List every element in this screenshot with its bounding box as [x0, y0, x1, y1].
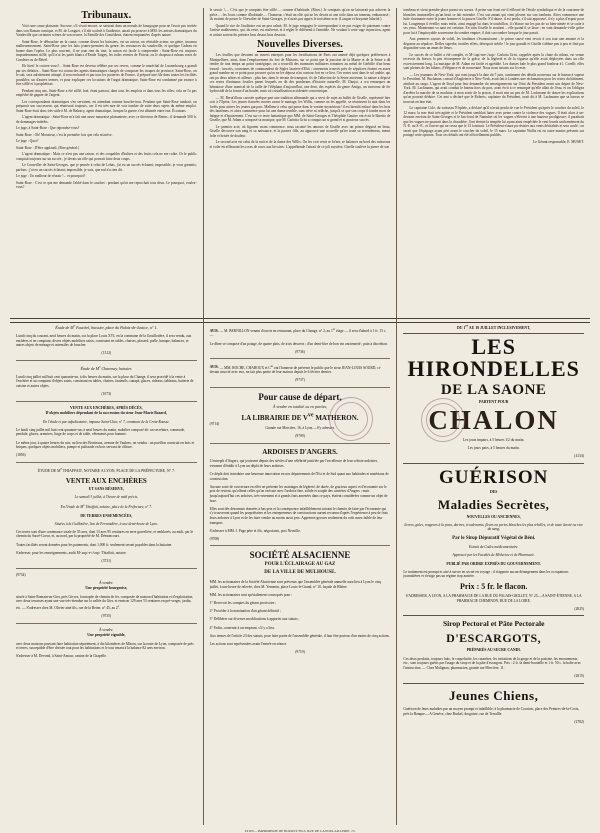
ad-body: AVIS. — MM. ROCHE, CHABOUX et $C^{ie}$ ont l'honneur de prévenir le public que le sieur JEAN-LOUIS SOURD, ci-devant associé avec eux, ne fait plus partie de leur maison depuis le 6 février dernier.: [209, 363, 381, 375]
ad-title: Étude de Me Charenay, huissier.: [80, 364, 133, 372]
ad-ref: (9737): [295, 378, 305, 383]
ad-subheading-2: ET SANS RÉSERVE,: [88, 486, 125, 491]
ad-title-sirop: Sirop Pectoral et Pâte Pectorale: [442, 619, 545, 629]
ad-body: 3° Délibérer sur diverses modifications à apporter aux statuts ;: [209, 617, 300, 622]
ad-subheading: Une propriété vignoble,: [87, 633, 126, 638]
ad-librairie-matheron: [210, 392, 391, 439]
article-paragraph: Quand le rire de l'auditoire eut un peu calmé, M. le juge rengagea le correspondant à ne pas exiger de paiement contre l'artiste malheureux, qui, du reste, est malvenir, et à régler le différend à l'amiable. Ne voulant à cette sage injonction, agent et artiste sortent du prétoire bras dessus bras dessous.: [209, 23, 391, 37]
advertisements-region: [10, 318, 590, 819]
ad-body: Ces deux produits, toujours faits, le coqueluche, les catarrhes, les irritations de la gorge et de la poitrine, les enrouements, etc., sont toujours guéris par l'usage du sirop et de la pâte d'escargots. Prix : 2 fr. la demi-bouteille et 1 fr. 50 c. la boîte avec l'instruction. — Chez Malignon, pharmacien, grande rue Mercière, 11.: [403, 656, 582, 670]
news-paragraph: — Les journaux de New-York, qui vont jusqu'à la date du 7 juin, continuent des détails nouveaux sur le bateau à vapeur le President. M. Buchanan, consul d'Angleterre à New-York, avait fait à Londres une réclamation pour les restes du bâtiment, attribué au cargo. L'agent de lloyd pour leur demander du renseignements sur l'état du President avant son départ de New-York. M. Lackmann, qui avait conduit le bateau hors du port, avait écrit à ce remarqué qu'elle allait de l'eau, et on l'obligea d'arrêter la marche de sa machine, à mon sortir de la prison, il avait mis un peu de M. Lackmann de douze les explications qu'on pouvait déduire. Cet ami a déclaré que le Roberts, capitaine du Président, avait dit à M. Lackmann que sa barcus se trouvait en bon état.: [403, 72, 585, 104]
ad-body: S'adresser à M. Devond, à Saint-Amour, canton de la Chapelle.: [16, 654, 107, 659]
ad-ref: (1312): [101, 351, 112, 356]
news-paragraph: Aux premiers rayons de soleil, les fantômes s'évanouissent ; le prince sauvé vent revoir à son tour une amante et la disparue au sépulcre. Drôles superbe, inutiles effets, désespoir stérile ! le jour grandit et Giselle s'abîme peu à peu et finit par disparaître sous un amas de fleurs.: [403, 37, 585, 50]
ad-fauchel: [16, 324, 197, 356]
ad-body: Ces terres sont d'une contenance totale de 55 ares, dont 13 ares 95 centiares en terre gravelière, et emblavés, au midi, par le chemin du Sacré-Coeur, et, au nord, par la propriété de M. Démoncourt.: [16, 529, 194, 539]
ad-body: PUBLIÉ PAR ORDRE EXPRÈS DU GOUVERNEMENT.: [446, 561, 541, 566]
ad-head: AVIS.: [209, 328, 219, 333]
ad-line: PRÉPARÉS AU SUCRE CANDI.: [466, 648, 521, 653]
ad-subheading: À vendre en totalité ou en parties,: [272, 403, 328, 409]
ad-charenay: [16, 365, 197, 397]
ad-ref: (9719): [295, 650, 305, 655]
ad-ref: (2782): [574, 720, 585, 725]
ad-body: Les actions sont représentées avant l'entrée en séance.: [209, 641, 288, 646]
imprint-footer: LYON.—IMPRIMERIE DE BOURSY FILS, RUE DE LA POULAILLERIE, 15.: [244, 829, 356, 833]
ad-body: S'adresser, pour les renseignements, audit M<sup>e</sup> Thiaffait, notaire.: [16, 550, 127, 555]
ad-title-guerison: GUÉRISON: [439, 467, 549, 489]
ad-ref: (9734): [16, 572, 26, 577]
ad-body: (1856): [16, 453, 26, 458]
ad-subheading: VENTE AUX ENCHÈRES: [65, 476, 147, 485]
ad-ref: (1073): [101, 392, 112, 397]
ad-body: 2° Procéder à la nomination d'un gérant définitif ;: [209, 609, 282, 614]
ad-destination-chalon: [403, 406, 584, 434]
ad-ref: (9736): [295, 349, 305, 354]
ad-body: avec deux maisons pouvant faire habitation séparément, à dix kilomètres de Mâcon, sur la route de Lyon, composée de prés et terres, susceptible d'être divisée tout pour les habitations et le tout tenant à la balance 82 ares environ.: [16, 641, 194, 651]
article-paragraph: Les correspondants dramatiques s'en servaient, en attendant comme bouche-trou. Pendant que Saint-Rose tombait, on préparait son successeur, qui réunissait toujours, car il est très-rare de voir tomber de suite deux sujets du même emploi. Saint-Rose était donc très-utile à M. de Balzacy, agent dramatique, lorsque la guerre s'est allumée entre eux. Écoutons.: [16, 99, 197, 113]
ad-body: Le dîner se compose d'un potage, de quatre plats, de trois desserts ; d'un demi-litre de bon vin ancienneté ; pain à discrétion.: [209, 341, 388, 346]
ad-body: Toutes facilités seront données pour les paiements, dont 1,000 fr. seulement seront payables dans la huitaine.: [16, 542, 173, 547]
ad-ref-left: (9714): [209, 421, 220, 426]
news-paragraph: Le succès de ce ballet a été complet, et M<sup>me</sup> Carlotta Grisi, rappelée après la chute du rideau, est venue recevoir du bravos la peu récompense de la grâce, de la légèreté et de la vigueur qu'elle avait déployées dans un rôle excessivement long. La musique de M. Adam est facile et agréable. Les danses bale le plus grand bonheur à l. Corelli; elles sont pleines de feu kihanc, d'élégance et de nouveauté. Nous nous taisons sur le reste.: [403, 52, 585, 70]
ad-body: (9708): [209, 536, 220, 541]
ad-vente-encheres-bazard: [16, 406, 197, 458]
ad-body: Extrait du Codex médicamentaire.: [468, 545, 519, 550]
ad-body: Aux termes de l'article 23 des statuts, pour faire partie de l'assemblée générale, il faut être porteur d'un moins de cinq actions.: [209, 633, 390, 638]
ad-dateline: DU 1er AU 10 JUILLET INCLUSIVEMENT,: [456, 324, 531, 331]
article-paragraph: Pendant cinq ans, Saint-Rose a été sifflé, hué, étant partout, dans tous les emplois et dans tous les rôles; cela ne l'a pas empêché de gagner de l'argent.: [16, 88, 197, 97]
ad-subheading-2: DE LA VILLE DE MULHOUSE.: [264, 570, 336, 576]
ad-body: Le traitement est prompt et aisé à suivre en secret en voyage ; il n'apporte aucun dérangement dans les occupations journalières et n'exige pas un régime trop austère.: [403, 569, 569, 579]
ad-address: S'ADRESSER, A LYON, A LA PHARMACIE DE LA RUE DU PALAIS-GRILLET, N° 25.—A SAINT-ÉTIENNE, A LA PHARMACIE CHEMINON, RUE DE LA LOIRE.: [405, 594, 582, 603]
ad-subtitle-escargots: D'ESCARGOTS,: [446, 631, 542, 646]
ad-subheading: D'objets mobiliers dépendant de la succession du sieur Jean-Marie Bazard,: [45, 411, 168, 416]
ad-body: AVIS. — M. BERNILLON venant d'ouvrir en restaurant, place du Change, n° 2, au 1er étage — il sera d'abord à 1 fr. 15 c. —: [209, 326, 387, 338]
ad-body: L'entrepôt d'Angers, qui jouissent depuis des siècles d'une célébrité justifiée par l'excellence de leur schiste ardoisier, viennent d'établir à Lyon un dépôt de leurs ardoises.: [209, 459, 378, 468]
ad-head: AVIS.: [209, 365, 219, 370]
ad-societe-alsacienne: [210, 550, 391, 654]
ad-ref: (2815): [574, 674, 585, 679]
ad-propriete-bourgeoise: [16, 573, 197, 619]
ad-title-hirondelles: LES HIRONDELLES: [407, 333, 580, 381]
ad-heading: ARDOISES D'ANGERS.: [262, 447, 338, 456]
dialogue-line: Saint-Rose : C'est ce que me demande l'abbé dans le cauchet : pendant qu'on me reprochait tous deux. Le pourquoi, voulez-vous?: [16, 180, 197, 189]
ads-column-left: [10, 323, 204, 818]
article-paragraph: Le Conseiller de Saint-Georges, que je pensée à celui de Lebas, j'ai eu un succès éclatant; impossible, je vous garantis; parlons ; j'ai eu un succès éclatant; impossible, je vais, que nul n'a rien dit.: [16, 163, 197, 172]
ad-sirop-escargots: [403, 620, 584, 678]
dialogue-line: Le juge, à Saint-Rose : Que répondez-vous?: [16, 126, 80, 130]
ad-body: Grande rue Mercière, 16, à Lyon.—S'y adresser.: [265, 425, 335, 430]
news-paragraph: Le premier acte, où figurent avant commence, nous raconté les amours de Giselle avec un prince déguisé en beau, Giselle découvre son rang et sa naissance, et la pauvre fille, au approuvé une nouvelle pa'ter toute sa revendeneus, meurt folie et brisée de douleur.: [209, 124, 391, 138]
ad-propriete-vignoble: [16, 628, 197, 659]
ad-product-name: Par le Sirop Dépuratif Végétal de Béni.: [452, 535, 536, 541]
article-paragraph: L'agent dramatique : Saint-Rose m'a fait une assez mauvaise plaisanterie, avec ce directeur de Reims ; il demande 500 fr. de dommages-intérêts.: [16, 115, 197, 124]
ad-body: En l'étude de Me Thiaffait, notaire, place de la Préfecture, n° 7.: [60, 503, 153, 510]
ad-subheading: POUR L'ÉCLAIRAGE AU GAZ: [264, 562, 336, 568]
ad-body: Elles sont dès désormais données à bas prix et la conséquence infailliblement suivant le chemin de faire par l'économie qui s'y trouveront quand les propriétaires et les entrepreneurs de constructions auront reconnu d'après l'expérience à peu de frais leurs ardoises à Lyon et de les faire vendre au moins aussi prix. Apprenez-grosses seulement du coût assez faible de leur transport.: [209, 506, 388, 525]
ad-thiaffait: [16, 467, 197, 564]
ads-column-middle: [204, 323, 398, 818]
dialogue-line: Saint-Rose : D'être applaudi. (Rire général.): [16, 145, 80, 150]
ad-roche-chaboux: [210, 363, 391, 383]
news-paragraph: tombeau et vient prendre place parmi ses soeurs. A peine son front est-il effleuré de l'étoile symbolique et de la couronne de blanches immortelles qu'un bruit se fait entendre. C'est son amant qui vient pleurer sur son tombeau. Alors commence une lutte charmante entre la jeune homme et la pauvre Giselle. S'il danse, il est perdu, s'il sait approuvé, il n'y a plus d'espoir pour lui. Longtemps il éveille; mais enfin, ainsi engagé lui dans le tourbillon, il s'élance sur les pas de sa bien-aimée et se suite à ses yeux. Maintenant va naut est certaine. En vain Giselle le soutient – elle quand il se lasse ; en vain demande-t-elle grâce pour lui à l'impitoyable souveraine du sombre empire; il doit succomber lorsque le jour parait.: [403, 8, 585, 35]
ad-body: Ancune sorte de couverture en effet ne présente les avantages de légèreté, de durée, de gracieux aspect et d'économie sur le prix de revient, qu'offrent celles qu'on exécute avec l'ardoise fine, solide et souple des carrières d'Angers ; mais jusqu'aujourd'hui ces ardoises, très-ravement et à grands frais amenées dans ce pays, étaient considérées comme un objet de luxe.: [209, 484, 388, 503]
section-title-tribunaux: Tribunaux.: [81, 10, 132, 21]
ad-body: En l'étude et par adjudicataire, impasse Saint-Clair, n° 7, commune de la Croix-Rousse.: [43, 419, 170, 424]
news-paragraph: Le capitaine Cole, du vaisseau l'Orphée, a déclaré qu'il n'avait perdu de vue le Président qu'après le coucher du soleil, le 12 mars; la mer était très-agitée et le Président semblait lutter avec peine contre la violence des vagues. Il était alors à un-devants environ de Saint-Georges et le bas-fond de Nantuket où les vagues s'élèvent à une hauteur prodigieuse; il paraîtrait que les vagues ne pourrait dans la chaudière, l'ont éteinte la tempête lui ayant ainsi empêchée le vent lourds uniformément du N.-E. au S.-E., et l'ouvre qui ne cessa que le 13 à minuit. Le Président n'aura pu résister aux vents déchaînés et sera coulé ; on serait que l'équipage ayant péri avant le coucher du soleil, le 15 mars. Le capitaine Wallis est en outre marins présents sur partagé cette opinion. Tous ces détails ont été officiellement publiés.: [403, 106, 585, 137]
article-paragraph: le savoir !..... C'est que je comptais être sifflé..... comme d'habitude. (Rires.) Je comptais qu'on ne laisserait pas achever la pièce..... les Jours comme d'habitude..... l'honneur, c'était un rôle qui ne les devais ni une toile dans un tonneau, embarrassé ; ils avaient de poster le Chevalier de Saint-Georges, je n'avais pas appris le troisième acte. (Longue et bruyante hilarité.): [209, 8, 391, 21]
dialogue-line: Le juge : Quoi?: [16, 139, 39, 143]
news-paragraph: — M. Rerut'illons carosée quelque part une tradition allemande qui a servi de sujet au ballet de Giselle, représenté hier soir à l'Opéra. Les jeunes fiancées mortes avant le mariage, les Willis, comme on les appelle, se réunissent la nuit dans les forêts pour attirer les jeunes garçons. Malheur à celui qui passe dans le ventier mystérieux! il est bientôt enlacé dans les bras des fantômes, et alors commence pour lui une danse terrible, sans trêve ni relâche, jusqu'à ce que son corps il tombe mort de fatigue et d'épuisement. C'est sur ce texte fantastique que MM. de Saint-Georges et Théophile Gautier ont écrit le libretto de Giselle, que M. Adam a composé sa musique, que M. Carlotta Grisi a conquis un si grand et si gracieux succès.: [209, 95, 391, 122]
ad-ref: (4134): [574, 454, 585, 459]
ad-body: Le samedi 3 juillet, à l'heure de midi précis,: [74, 494, 138, 499]
ad-title-jeunes-chiens: Jeunes Chiens,: [449, 687, 539, 703]
ad-business-name: LA LIBRAIRIE DE $V^{ve}$ MATHERON.: [241, 412, 359, 423]
ad-ref: (9735): [101, 614, 112, 619]
ad-body: S'adresser à MM. J. Page père et fils, négociants, port Neuville.: [209, 528, 301, 533]
ad-price: Prix : 5 fr. le flacon.: [459, 581, 528, 591]
dialogue-line: Saint-Rose : Oh! Monsieur, c'est la première fois que cela m'arrive.: [16, 132, 113, 137]
ad-body: MM. les actionnaires sont spécialement convoqués pour :: [209, 592, 293, 597]
ad-body: Lundi cinq juillet mil huit cent quarante-un, à dix heures du matin, sur la place du Change, il sera procédé à la vente à l'enchère et au comptant d'objets saisis, consistant en tables, chaises, fauteuils, canapé, glaces, rideaux, tableaux, batterie de cuisine et autres objets.: [16, 374, 194, 388]
ad-partent-pour: PARTENT POUR: [478, 399, 509, 404]
ads-column-right: [397, 323, 590, 818]
ad-ardoises-angers: [210, 448, 391, 542]
ad-body: Ce dépôt doit introduire une heureuse innovation en nos départements de l'Est et de Sud quant aux habitudes et matériaux de construction.: [209, 471, 389, 481]
article-paragraph: Voici une cause plaisante. Sucrose, s'il vivait encore, se saisirait dans un noeuds de bourgogne pour ne l'avoir pas invitée dans son Roman comique, et M. de Longuet, s'il eût sculoté à l'audience, aurait pu prouver à MM. les artistes dramatiques du Vaudeville que certaines scènes de son oeuvre, la Famille des Comédiens, étaient empiuntées d'après nature.: [16, 24, 197, 37]
ad-hirondelles-saone: [403, 324, 584, 459]
ad-body: DE TERRES ENSEMENCÉES,: [80, 513, 133, 518]
article-paragraph: Saint-Rose, le déboucher en la cause, comme disent les huissiers, est un acteur, un véritable acteur, un génie, inconnu malheureusement. Saint-Rose joue les faits jeunes-premiers du genre; les ressources du vaudeville, et quelque Cadeau en bonne dans l'opéra. Le plus souvent, il ne joue rien du tout; la raison est facile à comprendre : Saint-Rose est toujours imprudemment sifflé, qu'il n'ai les patés blancs d'Emile Taigny, les toiles vernies de Picteur, ou le chapeau à rubans roses de Condrier ou de Rétrel.: [16, 39, 197, 62]
ad-body: Le lundi cinq juillet mil huit cent quarante-un, à neuf heures du matin, mobilier composé de: un secrétaire, commode, pendule, glaces, armoires, linge de corps et de table, vêtements pour homme.: [16, 427, 186, 437]
ad-schedule: Les jours impairs, à 5 heures 1/2 du matin.: [463, 438, 525, 443]
news-paragraph: Les feuilles que devaient un travers entrepris pour les fortifications de Paris ont amené déjà quelques préférences à Montpelliere, ainsi, dans l'emplacement du fort de Maisons, sur ce point que la jonction de la Marne et de la Seine a dû rendre de tout temps un point stratégique, on a recueilli des monnaies militaires romaines au métal de Gerbille d'un beau travail : inscrits, couronnes de commandent de Sigles lauriers-d'Ebii ; ornements trouvés près de sépulcres étaient en assez grand nombre en ce point pour prouver qu'on ne les déposa n'au contour fort en ce lieu. Ces restes sont dans le sol arable, qui ont pu deux arbres et ailleurs ; plus bas, dans le terrain de transport, ils de l'alluvion de la Seine ancienne, la nature a déposé ces restes d'animaux fossiles parmi lesquels on dit des ponderans d'histoire naturelle, M. Danjot, a cru remarquer un hématoxe d'une nomical de la taille de l'éléphant d'aujourd'hui, une dent, des espèces du genre Antigo, un morceau de fer hydroxidé de la forme d'un boulet, mais où cristallisation accidentée concentrique.: [209, 53, 391, 93]
news-paragraph: Le second acte est celui de la nuit et de la danse des Willis. On les voit venir se br'ner, se balancer au bord des ruisseaux et voler en effleurant les roses de roses aux bivoires. L'appréhende l'attrait de ce joli mystère, Giselle soulève la pierre de son: [209, 140, 391, 149]
ad-body: MM. les actionnaires de la Société Alsacienne sont prévenus que l'assemblée générale annuelle aura lieu à Lyon le cinq juillet, à une heure de relevée, chez M. Yemenin, place Louis-le-Grand, n° 10, façade de Rhône.: [209, 580, 382, 589]
ad-ref: (3731): [101, 559, 112, 564]
ad-heading: À vendre.: [99, 580, 114, 585]
ad-ref: (2825): [574, 606, 585, 611]
article-paragraph: L'agent dramatique : Mais ce n'est pas une raison, et des coupables d'huîtres et des fruits cela ne me coûte. Or le public comptait toujours sur un succès ; je devais un rôle qui pouvait faire deux coups.: [16, 152, 197, 161]
editor-signature: Le Gérant responsable, E. MUSET.: [533, 139, 585, 144]
chalon-text: CHALON: [428, 405, 559, 436]
ad-body: située à Saint-Romain-au-Gier, près Givors, fontrophe de chemin de fer, composée de maison d'habitation et d'exploitation, avec deux terrasses ayant une vue très-étendue sur la vallée du Gier, et environ 129 ares 53 centiares en pré-verger, jardin, etc. — S'adresser chez M. Olivier ainé fils, rue de la Reine, n° 45, au 2e.: [16, 594, 194, 610]
ad-body: Guérison de leurs maladies par un moyen prompt et infaillible; à la pharmacie de Courtois, place des Peintres-de-la-Croix, près la Banque.—A Genève, chez Burkel, droguiste, rue de Terrallle.: [403, 707, 580, 716]
ad-subtitle-saone: DE LA SAONE: [440, 381, 547, 398]
ad-guerison-maladies: [403, 468, 584, 611]
ad-line: NOUVELLES OU ANCIENNES,: [466, 514, 521, 519]
ad-heading: ÉTUDE DE Me THIAFFAIT, NOTAIRE A LYON, PLACE DE LA PRÉFECTURE, N° 7.: [37, 466, 175, 474]
ad-body: Le même jour, à quatre heures du soir, au lieu des Brotteaux, avenue de Vaulnes, on vendra : un pavillon construit en bois et briques, quelques objets mobiliers, pompe et palissade en bois servant de clôture.: [16, 440, 195, 450]
ad-body: Lundi cinq du courant, neuf heures du matin, sur la place Louis XVI, en la commune de la Gouillotière, il sera vendu, aux enchères et en comptant, divers objets mobiliers saisis, consistant en tables, chaises, placard, poêle, banque, balances, et autres objets de ménage et ustensiles de boucher.: [16, 333, 192, 348]
ad-bernillon: [210, 327, 391, 355]
ad-subtitle-maladies: Maladies Secrètes,: [437, 496, 550, 512]
ad-subheading: Une propriété bourgeoise,: [85, 586, 128, 591]
ad-body: Approuvé par les Facultés de Médecine et de Pharmacie.: [452, 553, 535, 558]
ad-body: Situées à la Guillotière, lieu de Fervandière, à une demi-heure de Lyon.: [54, 521, 158, 526]
ad-heading: SOCIÉTÉ ALSACIENNE: [249, 550, 351, 561]
section-title-nouvelles: Nouvelles Diverses.: [257, 39, 344, 50]
ad-heading: Pour cause de départ,: [258, 391, 342, 402]
ad-des: DES: [489, 490, 498, 495]
ad-body: 4° Enfin, consentir à un emprunt, s'il y a lieu.: [209, 625, 275, 630]
ad-body: lierres, gales, rougeurs à la peau, dartres, écoulements, fleurs ou pertes blanches les plus rebelles, et de toute âcreté ou vice du sang,: [404, 522, 583, 532]
ad-schedule: Les jours pairs, à 5 heures du matin.: [467, 446, 520, 451]
ad-title: Étude de Me Fauchel, huissier, place du Palais-de-Justice, n° 1.: [55, 324, 158, 331]
ad-body: 1° Recevoir les comptes du gérant provisoire ;: [209, 601, 277, 606]
dialogue-line: Le juge : Un malheur de réussir !... et pourquoi?: [16, 174, 86, 178]
article-paragraph: Eh bien! le croirez-vous?... Saint-Rose est devenu célèbre par ses revers, comme le maréchal de Luxembourg a grandi par ses défaites... Saint-Rose est connu des agents dramatiques chargés de composer les troupes de province; Saint-Rose, on le sait, sera adroitement attrapé, il sera enchanté et par tous les parterres de France, il préparé une file dans toutes les facilités possibles; un d'autres termes, et pour expliquer ces locutions de l'argot dramatique, Saint-Rose est condamné par avance à être sifflé et à prophétiser.: [16, 64, 197, 86]
ad-heading: VENTE AUX ENCHÈRES, APRÈS DÉCÈS,: [70, 405, 143, 410]
ad-jeunes-chiens: [403, 688, 584, 725]
ad-heading: À vendre.: [99, 627, 114, 632]
ad-ref: (9709): [295, 434, 305, 439]
